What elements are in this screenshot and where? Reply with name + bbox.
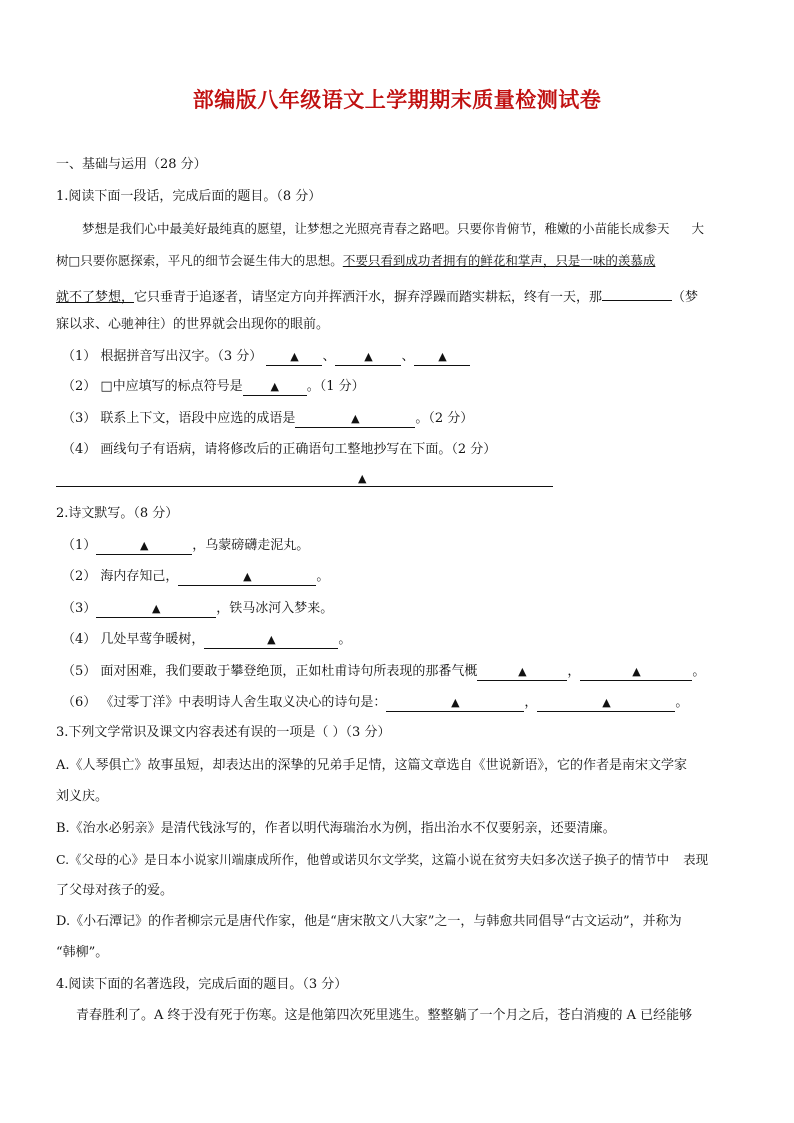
poem-blank-5a[interactable]: ▲	[477, 664, 567, 681]
q1-passage-line-2: 树□只要你愿探索，平凡的细节会诞生伟大的思想。不要只看到成功者拥有的鲜花和掌声，只是一味的羡慕成	[56, 253, 656, 268]
q3-option-d-line-1[interactable]: D.《小石潭记》的作者柳宗元是唐代作家，他是“唐宋散文八大家”之一，与韩愈共同倡导“古文运动”，并称为	[56, 914, 682, 929]
poem-blank-6b[interactable]: ▲	[537, 695, 675, 712]
q1-sub-2: （2） □中应填写的标点符号是 ▲ 。（1 分）	[62, 379, 365, 394]
underlined-sentence-part-1: 不要只看到成功者拥有的鲜花和掌声，只是一味的羡慕成	[342, 253, 656, 268]
section-heading: 一、基础与运用（28 分）	[56, 157, 207, 172]
pinyin-blank-1[interactable]: ▲	[266, 349, 322, 366]
underlined-sentence-part-2: 就不了梦想，	[56, 290, 135, 305]
q3-option-a-line-2: 刘义庆。	[56, 789, 109, 804]
poem-blank-1[interactable]: ▲	[96, 538, 192, 555]
question-1-stem: 1.阅读下面一段话，完成后面的题目。（8 分）	[56, 189, 322, 204]
q1-sub-4: （4） 画线句子有语病，请将修改后的正确语句工整地抄写在下面。（2 分）	[62, 442, 497, 457]
answer-line-mark: ▲	[358, 472, 367, 485]
q4-passage-line-1: 青春胜利了。A 终于没有死于伤寒。这是他第四次死里逃生。整整躺了一个月之后，苍白消瘦的 A 已经能够	[76, 1008, 693, 1023]
q2-item-1: （1） ▲ ，乌蒙磅礴走泥丸。	[62, 538, 310, 553]
question-3-stem: 3.下列文学常识及课文内容表述有误的一项是（ ）（3 分）	[56, 725, 391, 740]
q3-option-b[interactable]: B.《治水必躬亲》是清代钱泳写的，作者以明代海瑞治水为例，指出治水不仅要躬亲，还要清廉。	[56, 821, 616, 836]
poem-blank-4[interactable]: ▲	[204, 632, 338, 649]
q1-passage-line-1: 梦想是我们心中最美好最纯真的愿望，让梦想之光照亮青春之路吧。只要你肯俯节，稚嫩的小苗能长成参天 大	[82, 221, 705, 236]
question-2-stem: 2.诗文默写。（8 分）	[56, 506, 179, 521]
answer-line[interactable]	[56, 486, 553, 487]
q2-item-5: （5） 面对困难，我们要敢于攀登绝顶，正如杜甫诗句所表现的那番气概 ▲ ， ▲ 。	[62, 664, 706, 679]
q3-option-d-line-2: “韩柳”。	[56, 945, 109, 960]
idiom-blank[interactable]	[602, 284, 672, 301]
q2-item-2: （2） 海内存知己， ▲ 。	[62, 569, 330, 584]
q1-sub-1: （1） 根据拼音写出汉字。（3 分） ▲ 、 ▲ 、 ▲	[62, 348, 470, 366]
pinyin-blank-2[interactable]: ▲	[335, 349, 401, 366]
q2-item-4: （4） 几处早莺争暖树， ▲ 。	[62, 632, 352, 647]
q2-item-3: （3） ▲ ，铁马冰河入梦来。	[62, 601, 334, 616]
punctuation-blank[interactable]: ▲	[243, 379, 307, 396]
poem-blank-2[interactable]: ▲	[178, 569, 316, 586]
poem-blank-5b[interactable]: ▲	[580, 664, 692, 681]
page-title: 部编版八年级语文上学期期末质量检测试卷	[192, 88, 602, 112]
poem-blank-3[interactable]: ▲	[96, 601, 216, 618]
idiom-choice-blank[interactable]: ▲	[295, 411, 415, 428]
q1-sub-3: （3） 联系上下文，语段中应选的成语是 ▲ 。（2 分）	[62, 411, 474, 426]
question-4-stem: 4.阅读下面的名著选段，完成后面的题目。（3 分）	[56, 977, 348, 992]
pinyin-blank-3[interactable]: ▲	[414, 349, 470, 366]
q2-item-6: （6） 《过零丁洋》中表明诗人舍生取义决心的诗句是： ▲ ， ▲ 。	[62, 695, 689, 710]
q3-option-c-line-2: 了父母对孩子的爱。	[56, 883, 174, 898]
q1-passage-line-3: 就不了梦想，它只垂青于追逐者，请坚定方向并挥洒汗水，摒弃浮躁而踏实耕耘，终有一天，那 （梦	[56, 284, 698, 307]
q3-option-a-line-1[interactable]: A.《人琴俱亡》故事虽短，却表达出的深挚的兄弟手足情，这篇文章选自《世说新语》，它的作者是南宋文学家	[56, 758, 688, 773]
poem-blank-6a[interactable]: ▲	[386, 695, 524, 712]
q3-option-c-line-1[interactable]: C.《父母的心》是日本小说家川端康成所作，他曾或诺贝尔文学奖，这篇小说在贫穷夫妇多次送子换子的情节中 表现	[56, 852, 709, 867]
q1-passage-line-4: 寐以求、心驰神往）的世界就会出现你的眼前。	[56, 317, 330, 332]
